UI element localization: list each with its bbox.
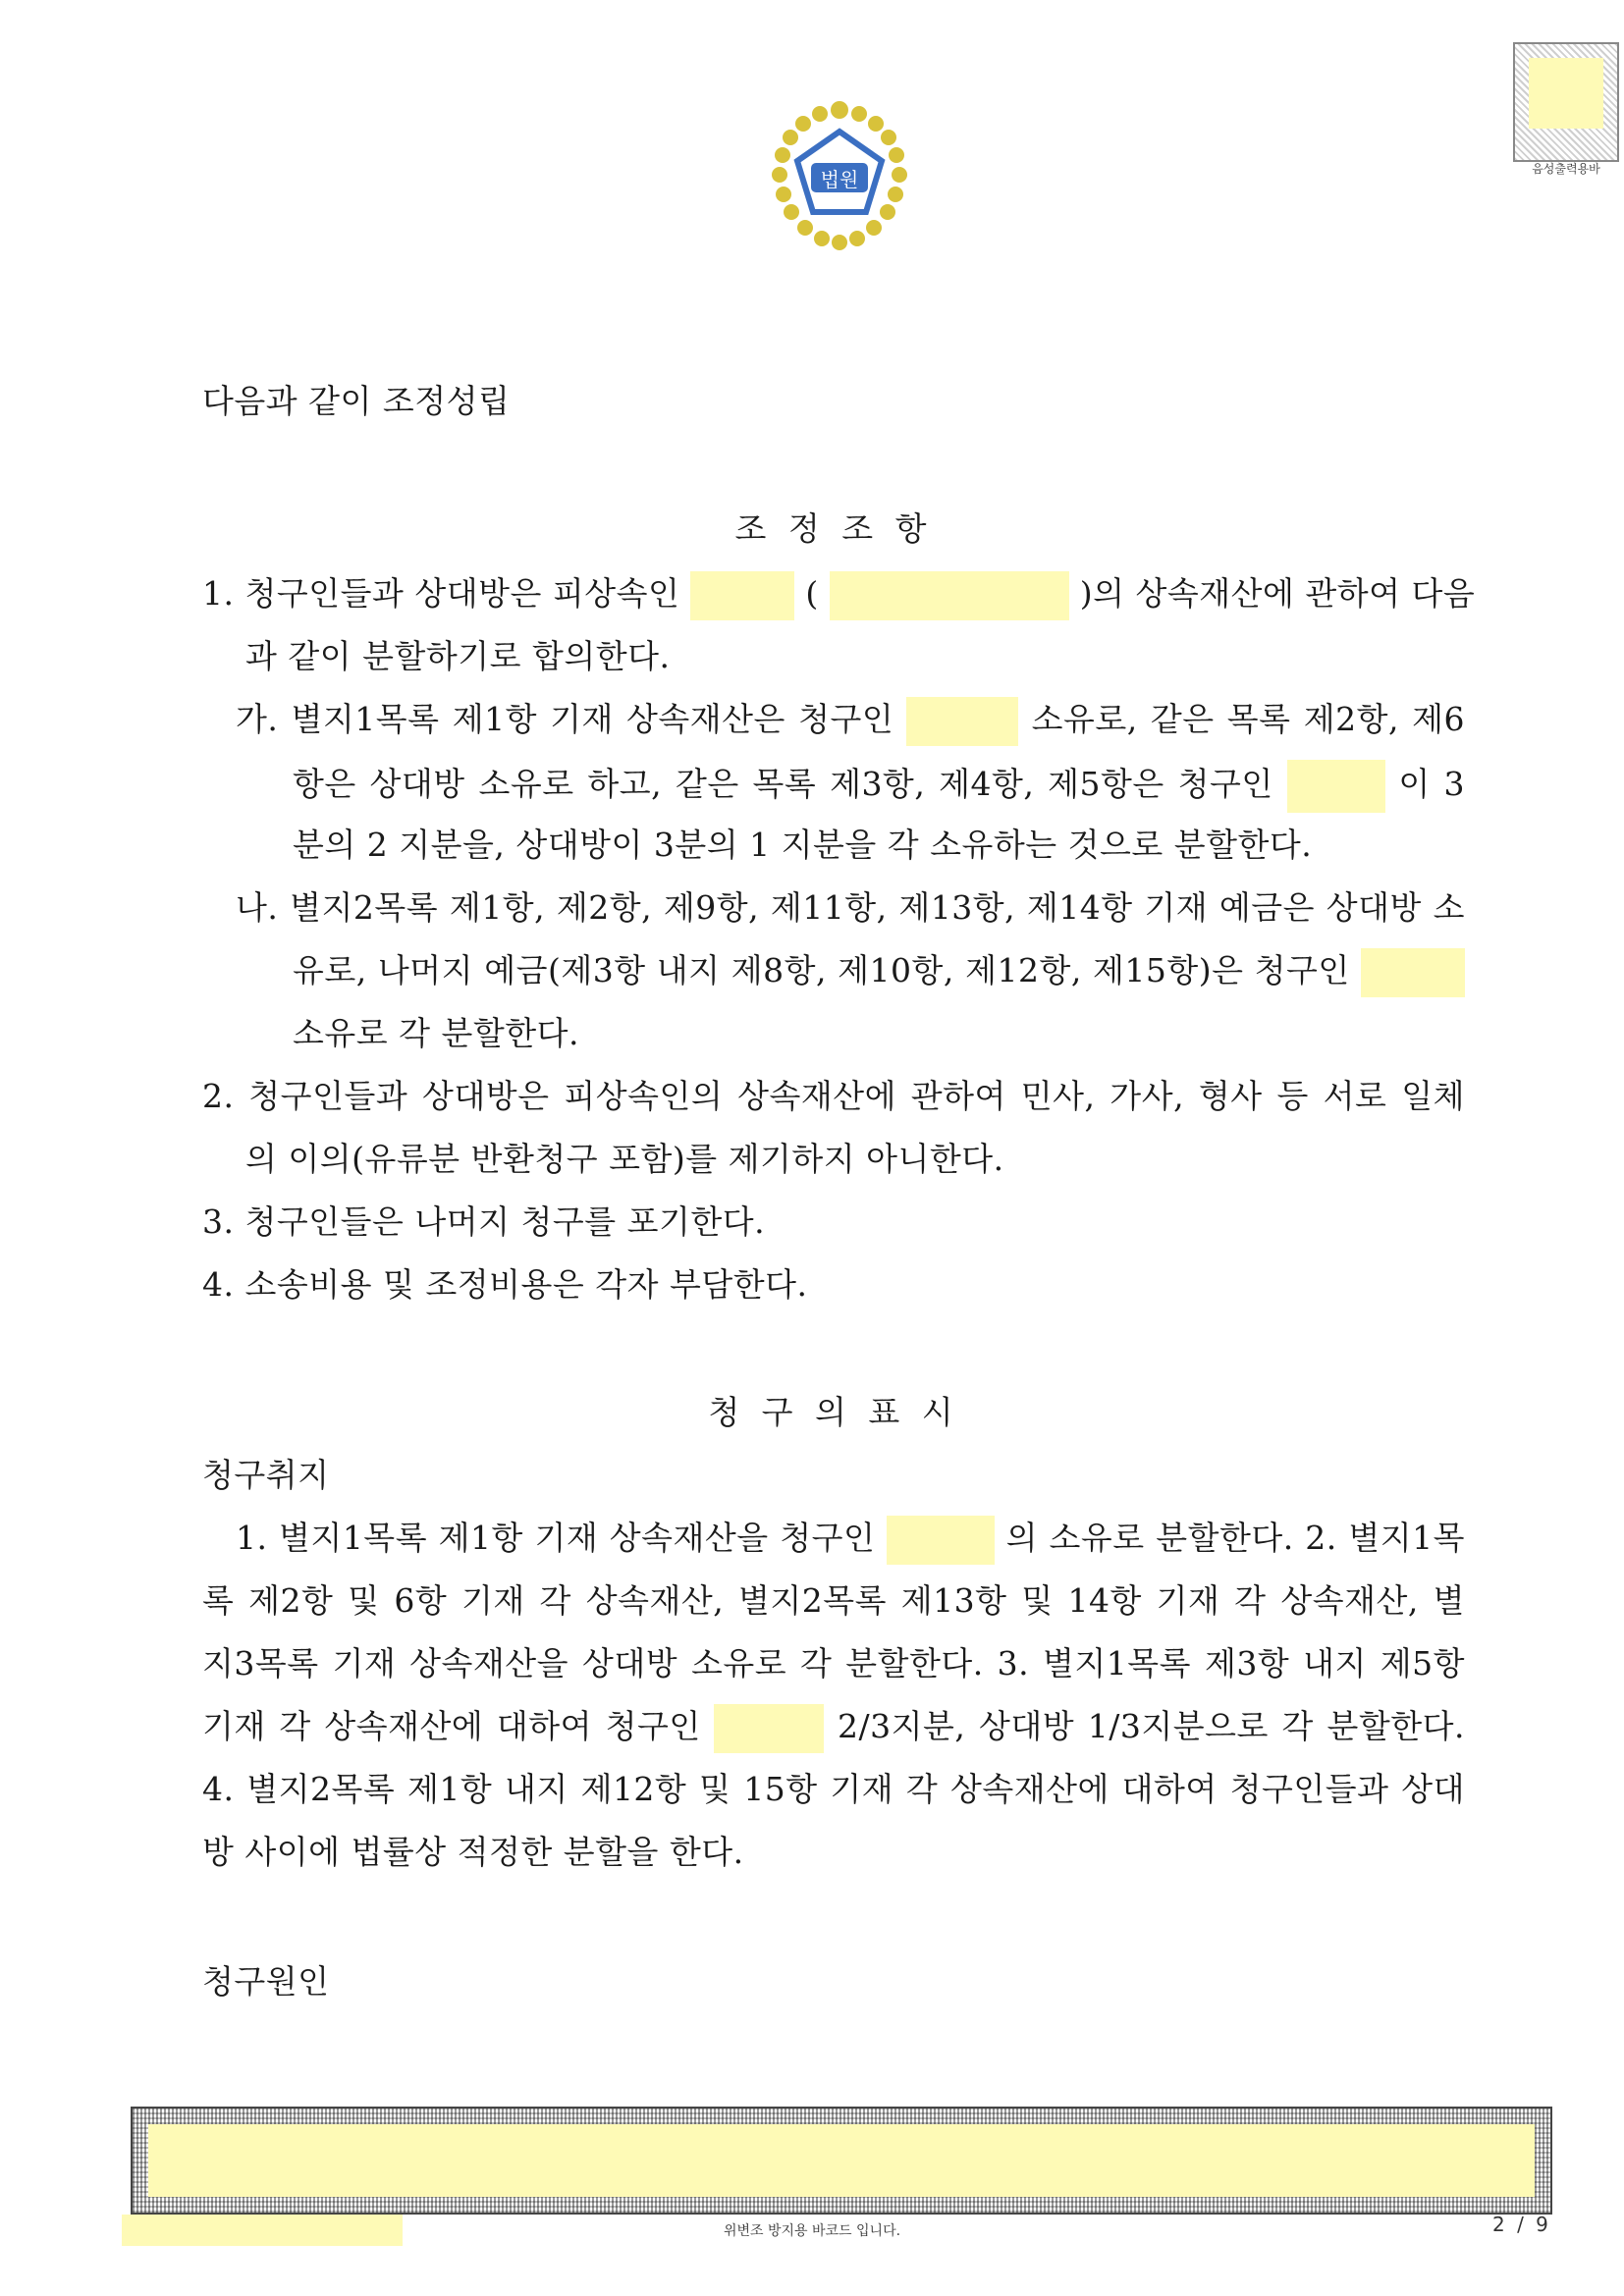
item1-line1: 1. 청구인들과 상대방은 피상속인 ( )의 상속재산에 관하여 다음: [202, 571, 1465, 620]
item1-ga-line1: 가. 별지1목록 제1항 기재 상속재산은 청구인 소유로, 같은 목록 제2항, 제6: [236, 697, 1465, 746]
audio-output-label: 음성출력용바: [1532, 162, 1600, 176]
redacted-name: [1287, 760, 1385, 813]
page-number: 2 / 9: [1492, 2213, 1551, 2236]
redacted-name: [887, 1516, 995, 1565]
redacted-name: [714, 1704, 824, 1753]
claim-line6: 방 사이에 법률상 적정한 분할을 한다.: [202, 1833, 744, 1871]
section-title-mediation-terms: 조 정 조 항: [734, 509, 933, 548]
redacted-name: [1361, 948, 1465, 997]
claim-purpose-heading: 청구취지: [202, 1456, 330, 1494]
item1-na-line2: 유로, 나머지 예금(제3항 내지 제8항, 제10항, 제12항, 제15항)은 청구인: [293, 948, 1465, 997]
item1-na-line1: 나. 별지2목록 제1항, 제2항, 제9항, 제11항, 제13항, 제14항 기재 예금은 상대방 소: [236, 888, 1465, 927]
item1-na-line3: 소유로 각 분할한다.: [293, 1014, 579, 1052]
redacted-code: [1529, 58, 1603, 129]
claim-line4: 기재 각 상속재산에 대하여 청구인 2/3지분, 상대방 1/3지분으로 각 분할한다.: [202, 1704, 1465, 1753]
claim-cause-heading: 청구원인: [202, 1962, 330, 2001]
claim-line3: 지3목록 기재 상속재산을 상대방 소유로 각 분할한다. 3. 별지1목록 제3항 내지 제5항: [202, 1644, 1465, 1682]
section-title-claim-display: 청 구 의 표 시: [708, 1393, 959, 1431]
item3: 3. 청구인들은 나머지 청구를 포기한다.: [202, 1202, 766, 1241]
court-seal: [756, 98, 923, 255]
redacted-name: [906, 697, 1018, 746]
item1-line2: 과 같이 분할하기로 합의한다.: [245, 637, 671, 675]
claim-line5: 4. 별지2목록 제1항 내지 제12항 및 15항 기재 각 상속재산에 대하여 청구인들과 상대: [202, 1770, 1465, 1808]
intro-text: 다음과 같이 조정성립: [202, 382, 511, 420]
seal-label: 법원: [820, 168, 859, 191]
redacted-barcode: [148, 2124, 1535, 2197]
claim-line1: 1. 별지1목록 제1항 기재 상속재산을 청구인 의 소유로 분할한다. 2. 별지1목: [236, 1516, 1465, 1565]
barcode-note: 위변조 방지용 바코드 입니다.: [723, 2223, 901, 2239]
item1-ga-line2: 항은 상대방 소유로 하고, 같은 목록 제3항, 제4항, 제5항은 청구인 이 3: [293, 760, 1465, 813]
item2-line2: 의 이의(유류분 반환청구 포함)를 제기하지 아니한다.: [245, 1140, 1004, 1178]
audio-output-code: [1513, 42, 1619, 162]
anti-forgery-barcode: [131, 2107, 1552, 2215]
item1-ga-line3: 분의 2 지분을, 상대방이 3분의 1 지분을 각 소유하는 것으로 분할한다.: [293, 826, 1313, 864]
item2-line1: 2. 청구인들과 상대방은 피상속인의 상속재산에 관하여 민사, 가사, 형사 등 서로 일체: [202, 1077, 1465, 1115]
claim-line2: 록 제2항 및 6항 기재 각 상속재산, 별지2목록 제13항 및 14항 기재 각 상속재산, 별: [202, 1581, 1465, 1620]
item4: 4. 소송비용 및 조정비용은 각자 부담한다.: [202, 1265, 808, 1304]
redacted-id: [830, 571, 1069, 620]
redacted-name: [690, 571, 794, 620]
